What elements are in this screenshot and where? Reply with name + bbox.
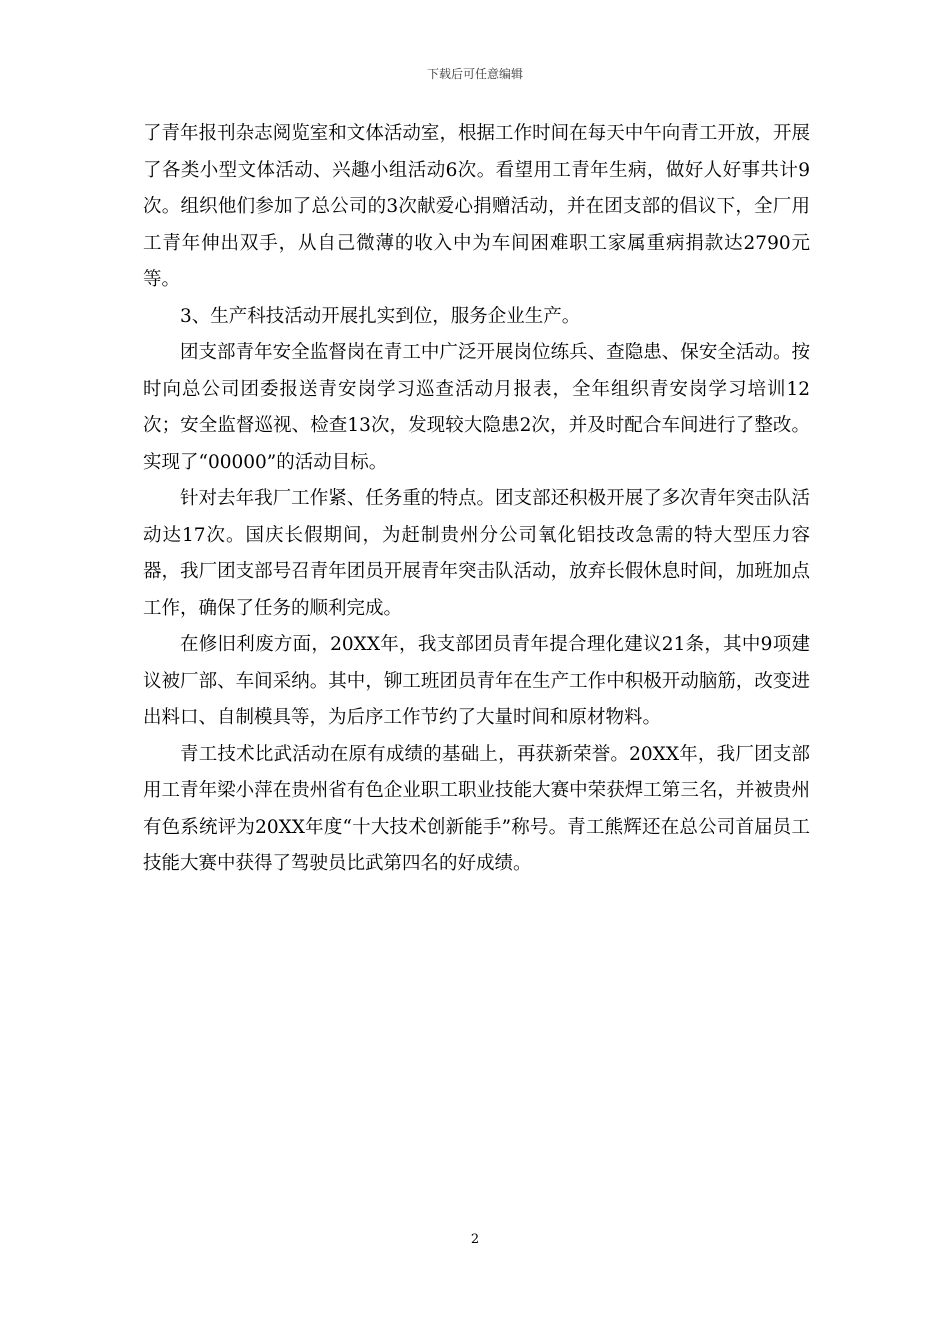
paragraph-safety: 团支部青年安全监督岗在青工中广泛开展岗位练兵、查隐患、保安全活动。按时向总公司团委报送青安岗学习巡查活动月报表，全年组织青安岗学习培训12次；安全监督巡视、检查13次，发现较大隐患2次，并及时配合车间进行了整改。实现了“00000”的活动目标。 [143,342,810,473]
paragraph-skills-contest: 青工技术比武活动在原有成绩的基础上，再获新荣誉。20XX年，我厂团支部用工青年梁小萍在贵州省有色企业职工职业技能大赛中荣获焊工第三名，并被贵州有色系统评为20XX年度“十大技术创新能手”称号。青工熊辉还在总公司首届员工技能大赛中获得了驾驶员比武第四名的好成绩。 [143,743,810,874]
document-body [143,116,810,883]
paragraph-shock-team: 针对去年我厂工作紧、任务重的特点。团支部还积极开展了多次青年突击队活动达17次。国庆长假期间，为赶制贵州分公司氧化铝技改急需的特大型压力容器，我厂团支部号召青年团员开展青年突击队活动，放弃长假休息时间，加班加点工作，确保了任务的顺利完成。 [143,488,810,619]
page-header: 下载后可任意编辑 [426,67,523,81]
paragraph-continuation: 了青年报刊杂志阅览室和文体活动室，根据工作时间在每天中午向青工开放，开展了各类小型文体活动、兴趣小组活动6次。看望用工青年生病，做好人好事共计9次。组织他们参加了总公司的3次献爱心捐赠活动，并在团支部的倡议下，全厂用工青年伸出双手，从自己微薄的收入中为车间困难职工家属重病捐款达2790元等。 [143,123,810,290]
section-heading: 3、生产科技活动开展扎实到位，服务企业生产。 [180,305,581,327]
paragraph-recycling: 在修旧利废方面，20XX年，我支部团员青年提合理化建议21条，其中9项建议被厂部、车间采纳。其中，铆工班团员青年在生产工作中积极开动脑筋，改变进出料口、自制模具等，为后序工作节约了大量时间和原材物料。 [143,634,810,728]
page-number: 2 [470,1232,480,1247]
